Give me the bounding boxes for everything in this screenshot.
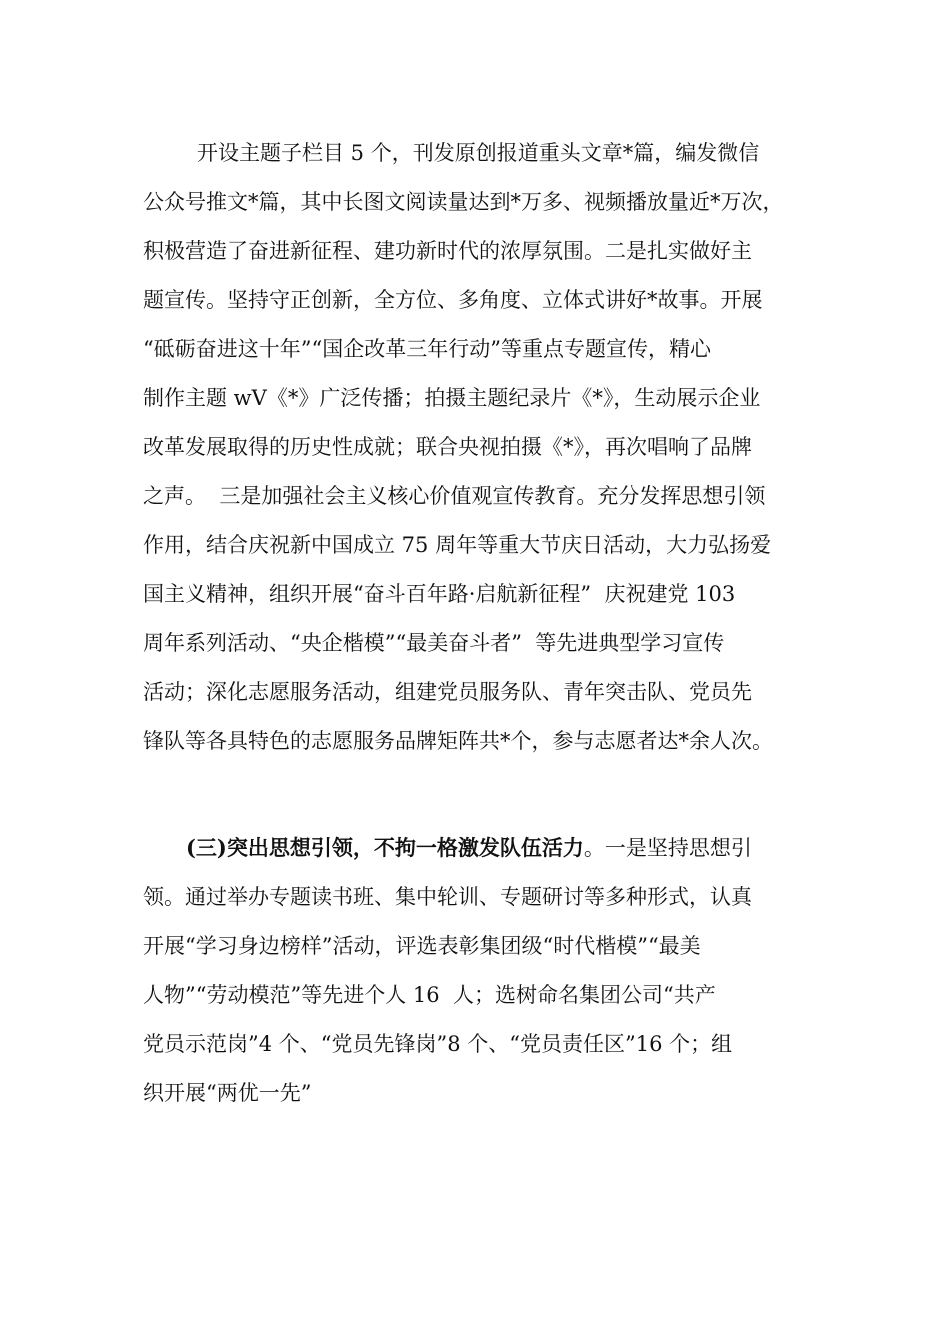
paragraph-1-line-13: 锋队等各具特色的志愿服务品牌矩阵共*个，参与志愿者达*余人次。 [143,729,773,753]
paragraph-2-line-1 [186,835,752,861]
paragraph-1-line-11: 周年系列活动、“央企楷模”“最美奋斗者” 等先进典型学习宣传 [143,631,725,655]
paragraph-1-line-8: 之声。 三是加强社会主义核心价值观宣传教育。充分发挥思想引领 [143,484,766,508]
paragraph-1-line-9: 作用，结合庆祝新中国成立 75 周年等重大节庆日活动，大力弘扬爱 [143,533,772,557]
paragraph-2-line-3: 开展“学习身边榜样”活动，评选表彰集团级“时代楷模”“最美 [143,934,701,958]
paragraph-1-line-4: 题宣传。坚持守正创新，全方位、多角度、立体式讲好*故事。开展 [143,288,763,312]
paragraph-2-line-4: 人物”“劳动模范”等先进个人 16 人；选树命名集团公司“共产 [143,983,716,1007]
paragraph-2-line-2: 领。通过举办专题读书班、集中轮训、专题研讨等多种形式，认真 [143,885,752,909]
paragraph-2-line-5: 党员示范岗”4 个、“党员先锋岗”8 个、“党员责任区”16 个；组 [143,1032,733,1056]
paragraph-1-line-2: 公众号推文*篇，其中长图文阅读量达到*万多、视频播放量近*万次， [143,190,784,214]
paragraph-1-line-5: “砥砺奋进这十年”“国企改革三年行动”等重点专题宣传，精心 [143,337,711,361]
paragraph-1-line-10: 国主义精神，组织开展“奋斗百年路·启航新征程” 庆祝建党 103 [143,582,736,606]
section-heading: (三)突出思想引领，不拘一格激发队伍活力 [186,835,584,860]
paragraph-1-line-3: 积极营造了奋进新征程、建功新时代的浓厚氛围。二是扎实做好主 [143,239,752,263]
paragraph-1-line-12: 活动；深化志愿服务活动，组建党员服务队、青年突击队、党员先 [143,680,752,704]
section-heading-continuation: 。一是坚持思想引 [583,836,752,860]
paragraph-1-line-7: 改革发展取得的历史性成就；联合央视拍摄《*》，再次唱响了品牌 [143,435,752,459]
paragraph-1-line-1: 开设主题子栏目 5 个，刊发原创报道重头文章*篇，编发微信 [197,141,760,165]
paragraph-1-line-6: 制作主题 wV《*》广泛传播；拍摄主题纪录片《*》，生动展示企业 [143,386,761,410]
paragraph-2-line-6: 织开展“两优一先” [143,1081,312,1105]
